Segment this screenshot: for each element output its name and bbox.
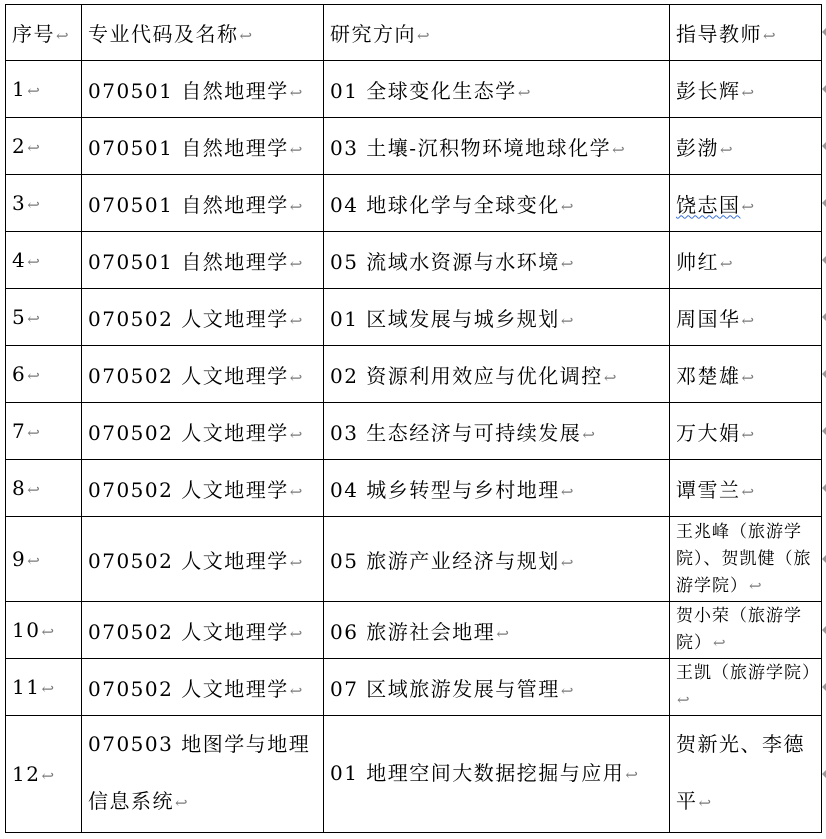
table-row	[6, 61, 822, 118]
cell-direction: 01 地理空间大数据挖掘与应用↩	[324, 716, 670, 833]
row-end-mark	[822, 28, 826, 36]
cell-advisor: 彭渤↩	[670, 118, 822, 175]
cell-major: 070501 自然地理学↩	[82, 118, 324, 175]
header-index: 序号↩	[6, 5, 82, 61]
cell-direction: 02 资源利用效应与优化调控↩	[324, 346, 670, 403]
cell-advisor: 邓楚雄↩	[670, 346, 822, 403]
cell-major: 070503 地图学与地理信息系统↩	[82, 716, 324, 833]
row-end-mark	[822, 484, 826, 492]
table-row	[6, 460, 822, 517]
cell-advisor: 帅红↩	[670, 232, 822, 289]
row-end-mark	[822, 626, 826, 634]
cell-major: 070502 人文地理学↩	[82, 460, 324, 517]
cell-index: 2↩	[6, 118, 82, 175]
cell-index: 4↩	[6, 232, 82, 289]
cell-direction: 06 旅游社会地理↩	[324, 602, 670, 659]
table-row	[6, 602, 822, 659]
row-end-mark	[822, 427, 826, 435]
table-row	[6, 346, 822, 403]
row-end-mark	[822, 142, 826, 150]
cell-major: 070502 人文地理学↩	[82, 289, 324, 346]
cell-direction: 01 全球变化生态学↩	[324, 61, 670, 118]
table-row	[6, 289, 822, 346]
cell-major: 070501 自然地理学↩	[82, 61, 324, 118]
table-row	[6, 232, 822, 289]
cell-direction: 04 地球化学与全球变化↩	[324, 175, 670, 232]
cell-index: 5↩	[6, 289, 82, 346]
table-header-row	[6, 5, 822, 61]
cell-direction: 07 区域旅游发展与管理↩	[324, 659, 670, 716]
cell-major: 070502 人文地理学↩	[82, 346, 324, 403]
cell-advisor: 王凯（旅游学院）↩	[670, 659, 822, 716]
cell-advisor: 彭长辉↩	[670, 61, 822, 118]
cell-major: 070501 自然地理学↩	[82, 175, 324, 232]
cell-direction: 03 土壤-沉积物环境地球化学↩	[324, 118, 670, 175]
cell-index: 9↩	[6, 517, 82, 602]
cell-index: 11↩	[6, 659, 82, 716]
row-end-mark	[822, 256, 826, 264]
document-page	[5, 4, 822, 833]
cell-major: 070502 人文地理学↩	[82, 659, 324, 716]
table-row	[6, 175, 822, 232]
cell-advisor: 万大娟↩	[670, 403, 822, 460]
cell-major: 070502 人文地理学↩	[82, 517, 324, 602]
cell-major: 070502 人文地理学↩	[82, 602, 324, 659]
cell-index: 12↩	[6, 716, 82, 833]
cell-advisor: 贺新光、李德平↩	[670, 716, 822, 833]
table-row	[6, 716, 822, 833]
header-direction: 研究方向↩	[324, 5, 670, 61]
row-end-mark	[822, 370, 826, 378]
cell-direction: 05 旅游产业经济与规划↩	[324, 517, 670, 602]
row-end-mark	[822, 85, 826, 93]
cell-index: 8↩	[6, 460, 82, 517]
cell-advisor: 饶志国↩	[670, 175, 822, 232]
table-row	[6, 403, 822, 460]
cell-advisor: 贺小荣（旅游学院）↩	[670, 602, 822, 659]
cell-index: 6↩	[6, 346, 82, 403]
cell-major: 070502 人文地理学↩	[82, 403, 324, 460]
table-row	[6, 517, 822, 602]
cell-index: 7↩	[6, 403, 82, 460]
cell-direction: 04 城乡转型与乡村地理↩	[324, 460, 670, 517]
cell-index: 1↩	[6, 61, 82, 118]
cell-index: 10↩	[6, 602, 82, 659]
table-row	[6, 118, 822, 175]
cell-advisor: 王兆峰（旅游学院）、贺凯健（旅游学院）↩	[670, 517, 822, 602]
cell-direction: 05 流域水资源与水环境↩	[324, 232, 670, 289]
cell-direction: 03 生态经济与可持续发展↩	[324, 403, 670, 460]
row-end-mark	[822, 313, 826, 321]
table-row	[6, 659, 822, 716]
row-end-mark	[822, 683, 826, 691]
cell-advisor: 周国华↩	[670, 289, 822, 346]
cell-index: 3↩	[6, 175, 82, 232]
cell-major: 070501 自然地理学↩	[82, 232, 324, 289]
row-end-mark	[822, 555, 826, 563]
cell-advisor: 谭雪兰↩	[670, 460, 822, 517]
header-major: 专业代码及名称↩	[82, 5, 324, 61]
cell-direction: 01 区域发展与城乡规划↩	[324, 289, 670, 346]
row-end-mark	[822, 199, 826, 207]
row-end-mark	[822, 770, 826, 778]
header-advisor: 指导教师↩	[670, 5, 822, 61]
advisor-table	[5, 4, 822, 833]
